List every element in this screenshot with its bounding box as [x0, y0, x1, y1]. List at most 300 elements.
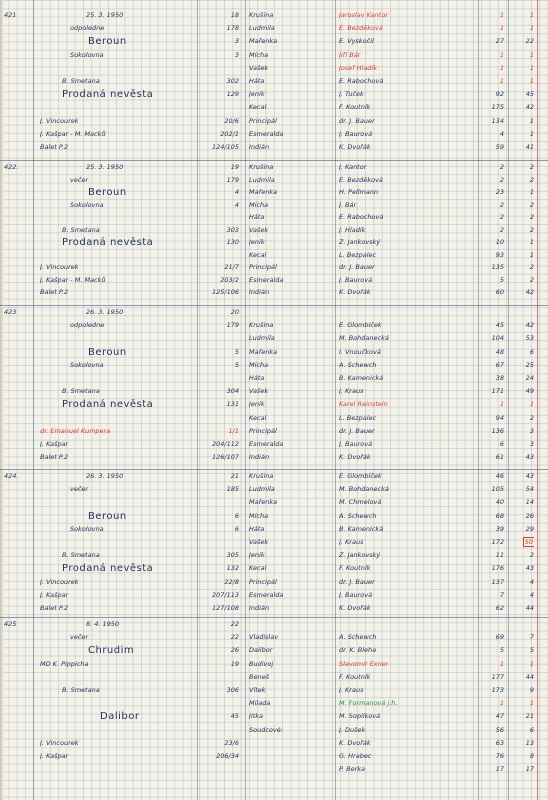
tally-role: 2: [529, 263, 534, 271]
performance-info: [40, 725, 190, 736]
venue-name: Chrudim: [88, 645, 135, 657]
work-title: Prodaná nevěsta: [62, 237, 154, 248]
role-name: Ludmila: [249, 24, 275, 33]
performance-info: Balet P.2: [40, 288, 69, 296]
table-row: [0, 76, 548, 87]
table-row: [0, 632, 548, 643]
performer-name: K. Dvořák: [339, 453, 371, 462]
table-row: [0, 360, 548, 371]
performer-name: M. Formanová j.h.: [339, 699, 398, 708]
tally-role: 1: [529, 188, 534, 196]
role-name: [249, 764, 333, 775]
venue-name: Beroun: [88, 36, 127, 48]
performance-count: [199, 497, 239, 508]
performer-name: F. Koutník: [339, 103, 371, 112]
performer-name: E. Rabochová: [339, 77, 384, 85]
performance-info: [88, 511, 198, 522]
tally-total: 4: [499, 129, 504, 138]
tally-role: 1: [529, 63, 534, 72]
tally-total: 39: [495, 524, 504, 533]
tally-total: 1: [499, 50, 504, 59]
table-row: [0, 287, 548, 298]
tally-role: 43: [525, 472, 534, 480]
circled-tally: 50: [524, 538, 533, 546]
table-row: [0, 275, 548, 286]
tally-role: 5: [529, 646, 534, 655]
performance-info: [40, 672, 190, 683]
performance-info: [40, 102, 190, 113]
role-name: Milada: [249, 699, 271, 708]
tally-total: 45: [495, 321, 504, 330]
performance-info: odpoledne: [70, 321, 105, 330]
role-name: Háta: [249, 524, 265, 533]
table-row: [0, 250, 548, 261]
tally-role: 3: [529, 426, 534, 435]
performer-name: dr. J. Bauer: [339, 426, 375, 435]
tally-role: 6: [529, 725, 534, 734]
role-name: Esmeralda: [249, 129, 284, 138]
role-name: Kecal: [249, 564, 267, 573]
performance-info: J. Vincourek: [40, 116, 79, 125]
table-row: [0, 89, 548, 100]
performance-info: [40, 413, 190, 424]
performance-count: 3: [234, 50, 239, 59]
table-row: [0, 10, 548, 21]
tally-total: 59: [495, 143, 504, 151]
performer-name: J. Tuček: [339, 90, 364, 99]
performance-info: B. Smetana: [62, 686, 100, 694]
tally-total: 67: [495, 360, 504, 369]
tally-role: 45: [525, 90, 534, 99]
tally-total: 176: [491, 564, 504, 573]
role-name: Indián: [249, 453, 270, 462]
performer-name: Jiří Bár: [339, 50, 361, 59]
performance-info: večer: [70, 175, 89, 184]
role-name: Jeník: [249, 551, 265, 560]
section-divider: [0, 617, 548, 618]
tally-total: 7: [499, 590, 504, 599]
table-row: [0, 738, 548, 749]
role-name: Kecal: [249, 413, 267, 422]
tally-total: 1: [499, 699, 504, 708]
performance-count: 18: [230, 11, 239, 19]
performance-info: [88, 347, 198, 358]
performance-count: 4: [234, 200, 239, 209]
tally-total: 1: [499, 63, 504, 72]
performance-info: [40, 250, 190, 261]
performer-name: J. Kraus: [339, 387, 364, 396]
performance-info: [62, 563, 192, 574]
tally-role: 14: [525, 498, 534, 507]
performance-count: [199, 102, 239, 113]
tally-role: 1: [529, 77, 534, 85]
performance-count: 19: [230, 659, 239, 668]
performance-count: 6: [234, 511, 239, 520]
performance-count: 202/1: [220, 129, 239, 138]
role-name: Vítek: [249, 686, 266, 694]
performer-name: J. Baurová: [339, 275, 373, 284]
venue-name: Beroun: [88, 510, 127, 522]
tally-role: 29: [525, 524, 534, 533]
table-row: [0, 645, 548, 656]
tally-role: 21: [525, 712, 534, 721]
performer-name: J. Dušek: [339, 725, 366, 734]
tally-role: 9: [529, 686, 534, 694]
role-name: Esmeralda: [249, 275, 284, 284]
role-name: Mařenka: [249, 37, 278, 46]
tally-role: 22: [525, 37, 534, 46]
tally-total: 6: [499, 440, 504, 448]
performance-info: Balet P.2: [40, 604, 69, 612]
performance-count: 185: [226, 485, 239, 494]
tally-role: 13: [525, 738, 534, 747]
tally-role: 2: [529, 175, 534, 184]
tally-role: [510, 537, 534, 548]
performance-count: [199, 672, 239, 683]
tally-total: 1: [499, 659, 504, 668]
role-name: Háta: [249, 213, 265, 221]
performance-count: 178: [226, 24, 239, 33]
role-name: Ludmila: [249, 334, 275, 343]
tally-role: 43: [525, 564, 534, 573]
entry-number: 423: [4, 308, 17, 316]
table-row: [0, 63, 548, 74]
section-divider: [0, 305, 548, 306]
tally-role: 2: [529, 163, 534, 171]
performance-info: J. Kašpar - M. Macků: [40, 275, 106, 284]
role-name: Ludmila: [249, 485, 275, 494]
performance-count: 124/105: [211, 143, 239, 151]
tally-total: 11: [495, 551, 504, 560]
tally-total: 5: [499, 275, 504, 284]
tally-total: 2: [499, 213, 504, 221]
tally-total: 17: [495, 765, 504, 774]
tally-role: 41: [525, 143, 534, 151]
performance-count: 303: [226, 225, 239, 234]
table-row: [0, 590, 548, 601]
tally-total: 47: [495, 712, 504, 721]
performer-name: E. Bezděková: [339, 175, 383, 184]
performance-info: J. Kašpar - M. Macků: [40, 129, 106, 138]
performance-info: Balet P.2: [40, 453, 69, 462]
performance-count: 6: [234, 524, 239, 533]
performer-name: A. Schewch: [339, 360, 377, 369]
tally-total: 48: [495, 347, 504, 356]
table-row: [0, 751, 548, 762]
tally-role: 54: [525, 485, 534, 494]
performer-name: A. Schewch: [339, 633, 377, 642]
venue-name: Beroun: [88, 346, 127, 358]
performance-info: 8. 4. 1950: [86, 620, 120, 628]
performance-count: 207/113: [211, 590, 239, 599]
performer-name: H. Pellmann: [339, 188, 379, 196]
tally-role: 42: [525, 103, 534, 112]
role-name: Ludmila: [249, 175, 275, 184]
performance-count: 304: [226, 387, 239, 396]
role-name: Principál: [249, 426, 277, 435]
role-name: Budivoj: [249, 659, 274, 668]
table-row: [0, 550, 548, 561]
tally-total: 2: [499, 175, 504, 184]
table-row: [0, 225, 548, 236]
tally-total: 69: [495, 633, 504, 642]
tally-role: 2: [529, 200, 534, 209]
performance-info: 26. 3. 1950: [86, 308, 124, 316]
role-name: [249, 619, 333, 630]
role-name: [249, 751, 333, 762]
tally-role: [510, 619, 534, 630]
tally-role: 44: [525, 672, 534, 681]
performance-info: B. Smetana: [62, 225, 100, 234]
tally-role: 53: [525, 334, 534, 343]
role-name: Indián: [249, 143, 270, 151]
tally-total: 1: [499, 77, 504, 85]
performer-name: E. Rabochová: [339, 213, 384, 221]
section-divider: [0, 469, 548, 470]
performance-count: 126/107: [211, 453, 239, 462]
performance-info: [40, 764, 190, 775]
performer-name: dr. J. Bauer: [339, 116, 375, 125]
performance-count: 1/1: [228, 426, 239, 435]
performer-name: dr. J. Bauer: [339, 263, 375, 271]
performer-name: J. Kantor: [339, 163, 367, 171]
tally-role: 1: [529, 24, 534, 33]
performance-count: 305: [226, 551, 239, 560]
performance-count: 203/2: [220, 275, 239, 284]
role-name: Beneš: [249, 672, 269, 681]
role-name: Krušina: [249, 11, 274, 19]
tally-role: 2: [529, 213, 534, 221]
role-name: Vladislav: [249, 633, 279, 642]
performer-name: J. Bár: [339, 200, 357, 209]
performer-name: L. Bezpalec: [339, 250, 377, 259]
performance-count: 5: [234, 347, 239, 356]
tally-role: 1: [529, 400, 534, 409]
tally-total: 94: [495, 413, 504, 422]
performer-name: dr. J. Bauer: [339, 577, 375, 586]
performance-info: [40, 333, 190, 344]
table-row: [0, 307, 548, 318]
table-row: [0, 262, 548, 273]
tally-role: 3: [529, 440, 534, 448]
table-row: [0, 685, 548, 696]
role-name: Mícha: [249, 50, 269, 59]
tally-total: 173: [491, 686, 504, 694]
performance-info: [62, 89, 192, 100]
tally-role: 1: [529, 250, 534, 259]
tally-role: 4: [529, 577, 534, 586]
tally-total: 136: [491, 426, 504, 435]
tally-role: 42: [525, 321, 534, 330]
work-title: Dalibor: [100, 711, 140, 723]
performer-name: E. Bezděková: [339, 24, 383, 33]
tally-total: 63: [495, 738, 504, 747]
table-row: [0, 116, 548, 127]
role-name: Principál: [249, 116, 277, 125]
performer-name: [339, 619, 477, 630]
table-row: [0, 537, 548, 548]
tally-total: 172: [491, 538, 504, 546]
tally-role: 1: [529, 659, 534, 668]
performance-count: 26: [230, 646, 239, 655]
performer-name: P. Berka: [339, 765, 366, 774]
performer-name: dr. K. Bleha: [339, 646, 377, 655]
role-name: Vašek: [249, 63, 269, 72]
tally-total: 62: [495, 604, 504, 612]
performer-name: K. Dvořák: [339, 604, 371, 612]
tally-role: 7: [529, 633, 534, 642]
performance-count: 132: [226, 564, 239, 573]
performer-name: M. Bohdanecká: [339, 485, 389, 494]
tally-total: 1: [499, 24, 504, 33]
table-row: [0, 471, 548, 482]
performance-count: [199, 333, 239, 344]
performance-count: 20/6: [224, 116, 239, 125]
tally-role: 8: [529, 752, 534, 760]
performance-count: [199, 212, 239, 223]
tally-total: 134: [491, 116, 504, 125]
role-name: [249, 307, 333, 318]
tally-total: 40: [495, 498, 504, 507]
performance-count: 129: [226, 90, 239, 99]
tally-total: 61: [495, 453, 504, 462]
tally-role: 2: [529, 225, 534, 234]
table-row: [0, 36, 548, 47]
performer-name: J. Baurová: [339, 440, 373, 448]
role-name: Principál: [249, 577, 277, 586]
performance-count: [199, 725, 239, 736]
table-row: [0, 439, 548, 450]
performer-name: B. Kamenická: [339, 374, 384, 382]
performance-count: 4: [234, 188, 239, 196]
performance-count: 130: [226, 238, 239, 246]
venue-name: Beroun: [88, 187, 127, 198]
table-row: [0, 175, 548, 186]
tally-role: 44: [525, 604, 534, 612]
role-name: Jeník: [249, 400, 265, 409]
role-name: Vašek: [249, 225, 269, 234]
role-name: Krušina: [249, 163, 274, 171]
tally-role: 1: [529, 129, 534, 138]
table-row: [0, 212, 548, 223]
performer-name: K. Dvořák: [339, 288, 371, 296]
role-name: Vašek: [249, 387, 269, 396]
performance-info: dr. Emanuel Kumpera: [40, 426, 111, 435]
table-row: [0, 672, 548, 683]
performer-name: Karel Reinstein: [339, 400, 388, 409]
table-row: [0, 764, 548, 775]
tally-role: 1: [529, 50, 534, 59]
performance-count: 306: [226, 686, 239, 694]
performance-info: [88, 36, 198, 47]
table-row: [0, 187, 548, 198]
performer-name: J. Hladík: [339, 225, 366, 234]
tally-total: 1: [499, 400, 504, 409]
tally-role: 1: [529, 699, 534, 708]
performance-info: B. Smetana: [62, 387, 100, 396]
performer-name: E. Vyskočil: [339, 37, 374, 46]
tally-role: 4: [529, 590, 534, 599]
tally-role: 1: [529, 238, 534, 246]
performance-info: [40, 497, 190, 508]
table-row: [0, 497, 548, 508]
tally-total: [480, 619, 504, 630]
table-row: [0, 162, 548, 173]
role-name: Soudcové:: [249, 725, 283, 734]
performance-count: 3: [234, 37, 239, 46]
tally-role: 6: [529, 347, 534, 356]
table-row: [0, 603, 548, 614]
tally-total: 27: [495, 37, 504, 46]
tally-role: [510, 307, 534, 318]
performance-info: Balet P.2: [40, 143, 69, 151]
role-name: [249, 738, 333, 749]
table-row: [0, 577, 548, 588]
role-name: Mícha: [249, 360, 269, 369]
performer-name: M. Chmelová: [339, 498, 382, 507]
role-name: Mícha: [249, 200, 269, 209]
performance-info: J. Vincourek: [40, 263, 79, 271]
role-name: Esmeralda: [249, 440, 284, 448]
performance-info: 25. 3. 1950: [86, 11, 124, 19]
tally-total: 23: [495, 188, 504, 196]
table-row: [0, 484, 548, 495]
performance-count: 179: [226, 321, 239, 330]
performer-name: M. Bohdanecká: [339, 334, 389, 343]
performer-name: E. Glombíček: [339, 472, 382, 480]
table-row: [0, 320, 548, 331]
tally-total: [480, 307, 504, 318]
performer-name: J. Kraus: [339, 538, 364, 546]
performance-info: [40, 212, 190, 223]
table-row: [0, 426, 548, 437]
role-name: Dalibor: [249, 646, 273, 655]
tally-total: 2: [499, 163, 504, 171]
tally-total: 177: [491, 672, 504, 681]
performer-name: M. Sopilková: [339, 712, 381, 721]
table-row: [0, 725, 548, 736]
performance-count: [199, 250, 239, 261]
role-name: Indián: [249, 288, 270, 296]
performer-name: I. Vnoučková: [339, 347, 381, 356]
table-row: [0, 511, 548, 522]
performer-name: Z. Jankovský: [339, 551, 381, 560]
performer-name: Josef Hladík: [339, 63, 378, 72]
performer-name: Slavomír Exner: [339, 659, 389, 668]
performer-name: [339, 307, 477, 318]
performance-info: Sokolovna: [70, 50, 104, 59]
table-row: [0, 563, 548, 574]
performance-info: odpoledne: [70, 24, 105, 33]
work-title: Prodaná nevěsta: [62, 563, 154, 575]
table-row: [0, 347, 548, 358]
performer-name: J. Baurová: [339, 129, 373, 138]
role-name: Mařenka: [249, 347, 278, 356]
tally-role: 1: [529, 11, 534, 19]
performance-info: [40, 373, 190, 384]
tally-total: 46: [495, 472, 504, 480]
tally-total: 171: [491, 387, 504, 396]
performance-count: 125/106: [211, 288, 239, 296]
table-row: [0, 619, 548, 630]
performance-count: 21/7: [224, 263, 239, 271]
role-name: Kecal: [249, 250, 267, 259]
tally-total: 175: [491, 103, 504, 112]
performer-name: A. Schewch: [339, 511, 377, 520]
role-name: Mařenka: [249, 498, 278, 507]
tally-total: 10: [495, 238, 504, 246]
performance-count: 179: [226, 175, 239, 184]
